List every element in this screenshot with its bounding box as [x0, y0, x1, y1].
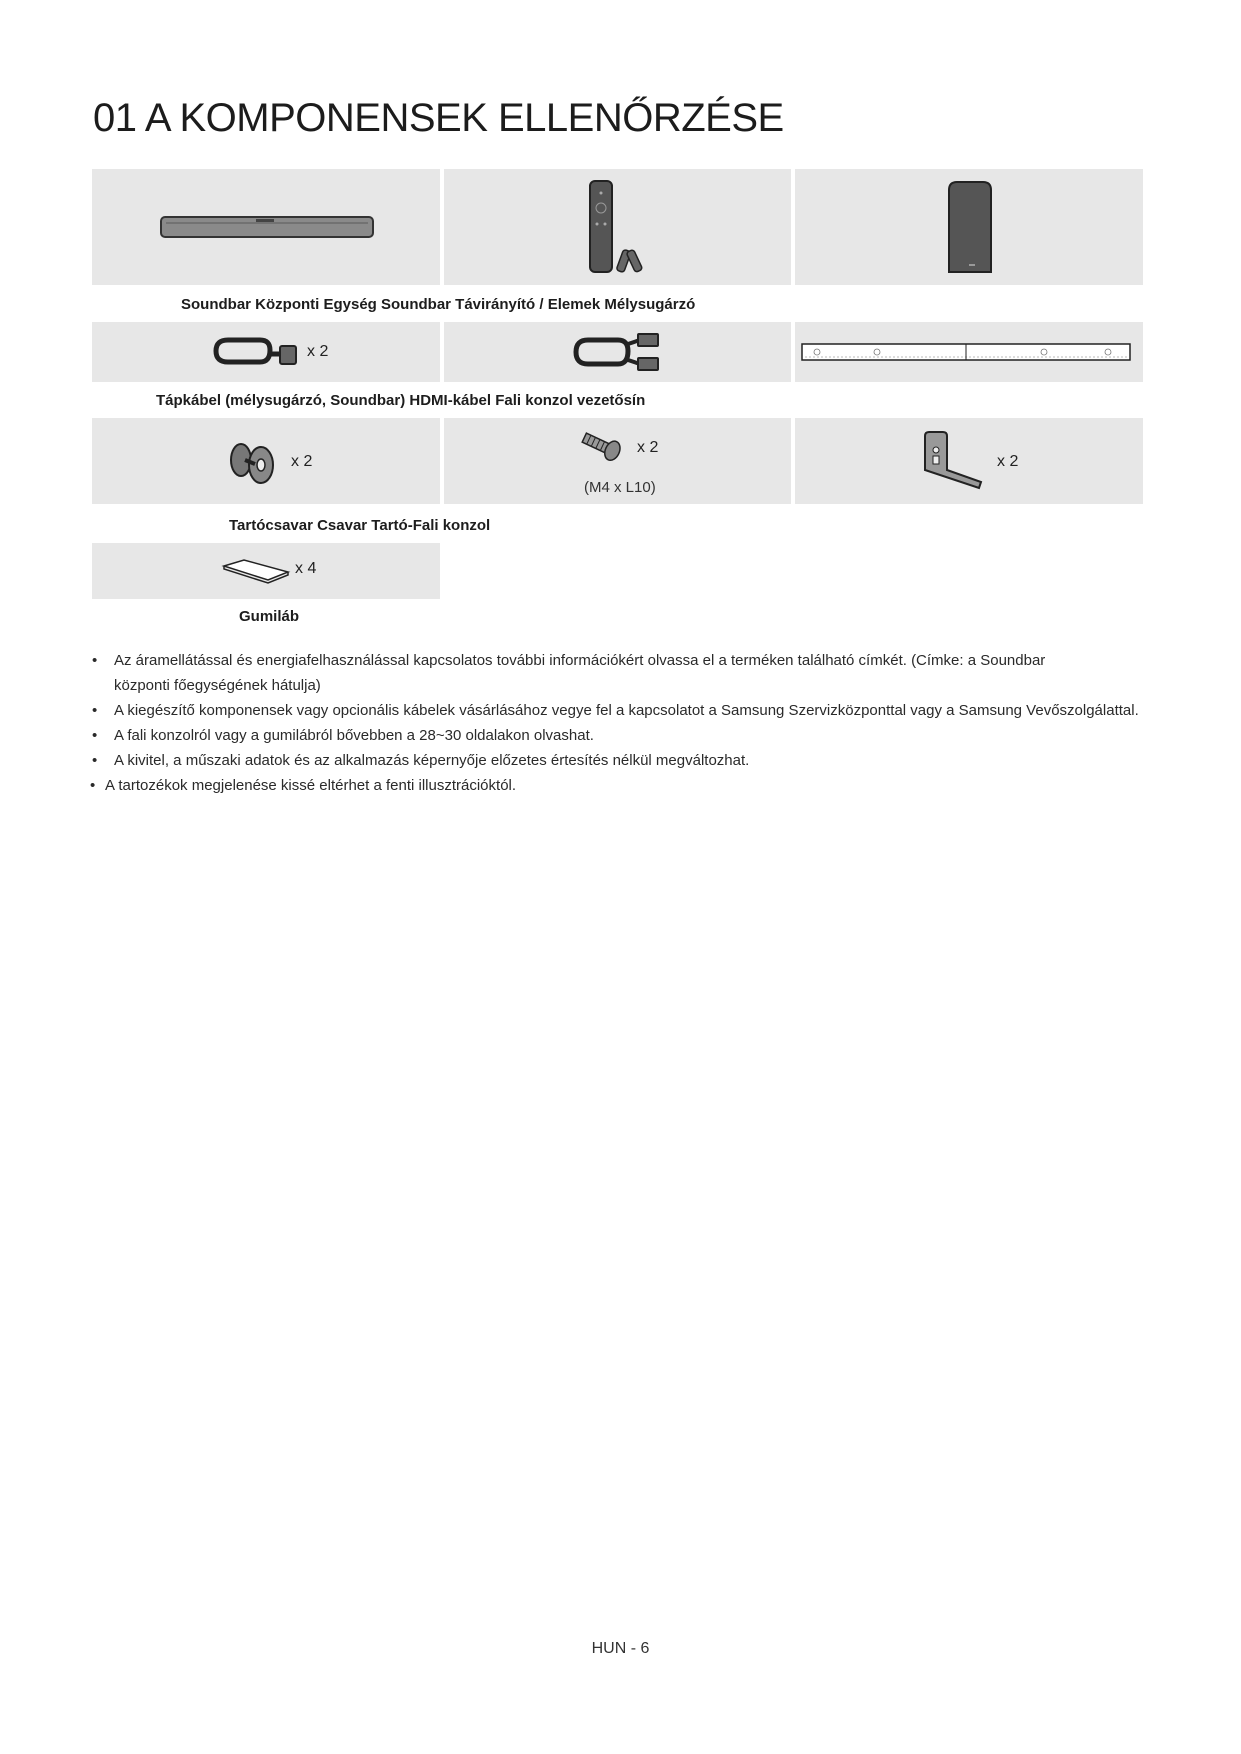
row4-label: Gumiláb [239, 608, 300, 625]
remote-illustration [588, 180, 648, 275]
power-cable-quantity: x 2 [307, 343, 329, 360]
holder-screw-illustration [227, 438, 277, 488]
row1-label: Soundbar Központi Egység Soundbar Távirányító / Elemek Mélysugárzó [181, 296, 696, 313]
page-title: 01 A KOMPONENSEK ELLENŐRZÉSE [93, 96, 784, 140]
note-item: • A kivitel, a műszaki adatok és az alkalmazás képernyője előzetes értesítés nélkül megváltozhat. [90, 748, 1140, 773]
screw-size: (M4 x L10) [584, 479, 656, 496]
note-item: • Az áramellátással és energiafelhasználással kapcsolatos további információkért olvassa el a terméken található címkét. (Címke: a Soundbar központi főegységének hátulja) [90, 648, 1104, 698]
note-item: • A tartozékok megjelenése kissé eltérhet a fenti illusztrációktól. [90, 773, 1140, 798]
row2-label: Tápkábel (mélysugárzó, Soundbar) HDMI-kábel Fali konzol vezetősín [156, 392, 646, 409]
subwoofer-illustration [945, 180, 995, 274]
rubber-foot-illustration [222, 558, 290, 584]
rubber-foot-quantity: x 4 [295, 560, 317, 577]
screw-quantity: x 2 [637, 439, 659, 456]
wall-rail-illustration [801, 343, 1131, 361]
hdmi-cable-illustration [570, 332, 665, 374]
screw-illustration [580, 432, 624, 462]
wall-bracket-illustration [921, 430, 985, 492]
power-cable-illustration [210, 336, 300, 372]
note-item: • A fali konzolról vagy a gumilábról bővebben a 28~30 oldalakon olvashat. [90, 723, 1140, 748]
row3-label: Tartócsavar Csavar Tartó-Fali konzol [229, 517, 491, 534]
wall-bracket-quantity: x 2 [997, 453, 1019, 470]
holder-screw-quantity: x 2 [291, 453, 313, 470]
notes-list [90, 648, 1140, 798]
soundbar-illustration [160, 215, 376, 243]
note-item: • A kiegészítő komponensek vagy opcionális kábelek vásárlásához vegye fel a kapcsolatot a Samsung Szervizközponttal vagy a Samsung Vevőszolgálattal. [90, 698, 1140, 723]
page-number: HUN - 6 [591, 1640, 650, 1657]
